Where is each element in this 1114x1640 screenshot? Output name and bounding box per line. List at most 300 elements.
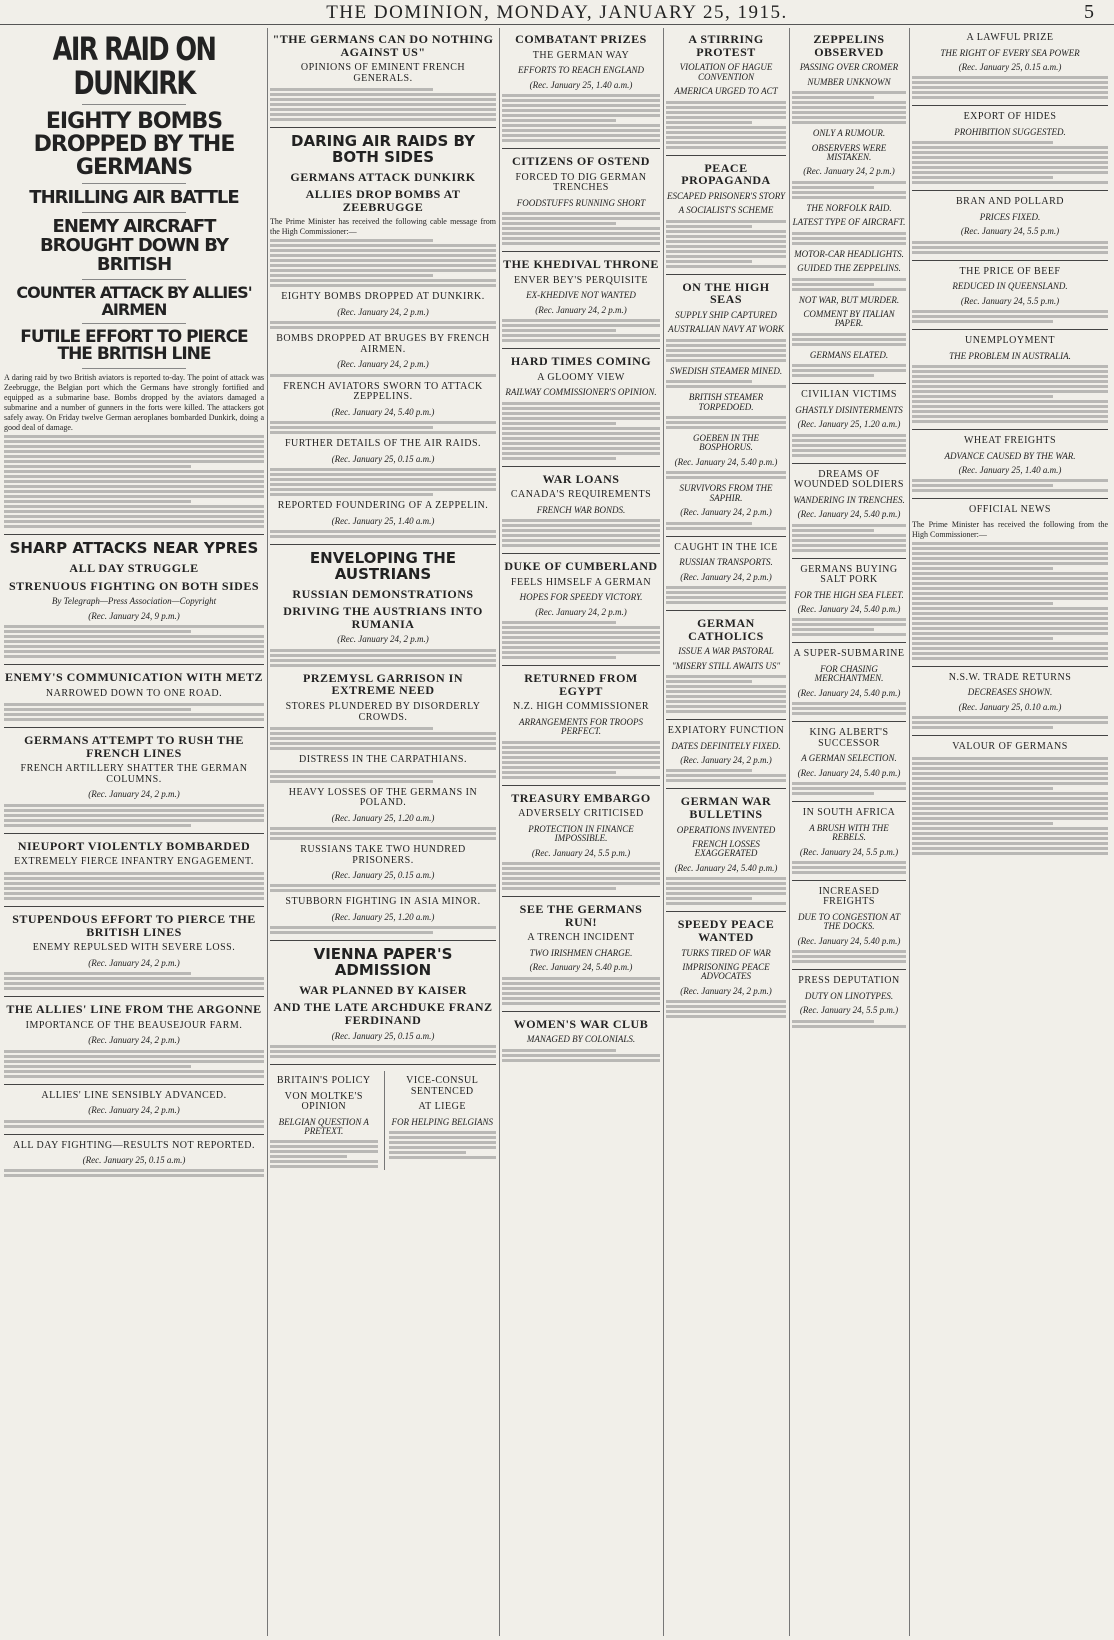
text-line: [666, 250, 786, 253]
text-line: [270, 1055, 496, 1058]
divider: [82, 212, 186, 213]
text-line: [912, 617, 1108, 620]
section-heading: EIGHTY BOMBS DROPPED AT DUNKIRK.: [281, 291, 485, 303]
divider: [792, 721, 906, 722]
headline-deck: FUTILE EFFORT TO PIERCE THE BRITISH LINE: [20, 326, 248, 365]
section-subheading: NARROWED DOWN TO ONE ROAD.: [45, 687, 223, 699]
text-line: [502, 124, 660, 127]
text-line: [502, 1002, 660, 1005]
section-heading: THE NORFOLK RAID.: [806, 202, 892, 213]
section-heading: NIEUPORT VIOLENTLY BOMBARDED: [17, 838, 251, 853]
text-line: [270, 421, 496, 424]
divider: [912, 666, 1108, 667]
article-text: The Prime Minister has received the following cable message from the High Commissioner:—: [270, 217, 496, 237]
divider: [912, 260, 1108, 261]
text-line: [270, 1045, 496, 1048]
section-subheading: "MISERY STILL AWAITS US": [671, 660, 781, 671]
text-line: [666, 146, 786, 149]
text-line: [666, 680, 752, 683]
text-line: [4, 703, 264, 706]
section-heading: ALL DAY FIGHTING—RESULTS NOT REPORTED.: [12, 1139, 256, 1151]
section-heading: THE PRICE OF BEEF: [959, 265, 1061, 277]
divider: [792, 463, 906, 464]
section-heading: THE KHEDIVAL THRONE: [503, 257, 659, 271]
text-line: [666, 116, 786, 119]
text-line: [912, 400, 1108, 403]
divider: [502, 348, 660, 349]
divider: [4, 534, 264, 535]
text-line: [912, 81, 1108, 84]
text-line: [502, 872, 660, 875]
divider: [4, 727, 264, 728]
text-line: [270, 374, 496, 377]
text-line: [666, 685, 786, 688]
text-line: [502, 776, 660, 779]
text-line: [666, 126, 786, 129]
text-line: [912, 151, 1108, 154]
text-line: [270, 664, 496, 667]
headline-deck: COUNTER ATTACK BY ALLIES' AIRMEN: [16, 283, 252, 319]
text-line: [666, 1015, 786, 1018]
text-line: [502, 982, 660, 985]
section-subheading: AT LIEGE: [418, 1101, 466, 1113]
section-heading: "THE GERMANS CAN DO NOTHING AGAINST US": [272, 32, 494, 59]
text-line: [389, 1146, 497, 1149]
section-subheading: FRENCH WAR BONDS.: [536, 504, 626, 515]
text-line: [912, 827, 1108, 830]
section-subheading: FOODSTUFFS RUNNING SHORT: [516, 197, 646, 208]
divider: [270, 1064, 496, 1065]
section-heading: DREAMS OF WOUNDED SOLDIERS: [794, 468, 904, 491]
text-line: [666, 779, 786, 782]
text-line: [502, 119, 616, 122]
text-line: [502, 867, 660, 870]
text-line: [666, 385, 786, 388]
section-heading: PRESS DEPUTATION: [798, 975, 900, 987]
dateline: (Rec. January 24, 5.5 p.m.): [799, 846, 899, 857]
text-line: [912, 181, 1108, 184]
section-subheading: FOR CHASING MERCHANTMEN.: [814, 663, 884, 684]
text-line: [912, 86, 1108, 89]
text-line: [792, 343, 906, 346]
text-line: [912, 716, 1108, 719]
text-line: [502, 114, 660, 117]
text-line: [666, 695, 786, 698]
text-line: [666, 230, 786, 233]
text-line: [912, 542, 1108, 545]
text-line: [792, 534, 906, 537]
text-line: [666, 380, 752, 383]
text-line: [792, 618, 906, 621]
section-heading: THE ALLIES' LINE FROM THE ARGONNE: [6, 1002, 262, 1017]
text-line: [502, 422, 616, 425]
text-line: [792, 623, 906, 626]
column-rule: [909, 28, 910, 1636]
section-heading: BRITISH STEAMER TORPEDOED.: [688, 392, 764, 412]
text-line: [666, 265, 786, 268]
text-line: [666, 220, 786, 223]
section-subheading: THE GERMAN WAY: [532, 49, 630, 61]
text-line: [502, 626, 660, 629]
text-line: [502, 631, 660, 634]
text-line: [792, 524, 906, 527]
text-line: [792, 792, 874, 795]
text-line: [502, 339, 660, 342]
section-heading: COMBATANT PRIZES: [515, 32, 647, 46]
text-line: [792, 191, 906, 194]
text-line: [912, 547, 1108, 550]
section-subheading: GHASTLY DISINTERMENTS: [795, 404, 903, 415]
text-line: [270, 1050, 496, 1053]
article-text: The Prime Minister has received the following from the High Commissioner:—: [912, 519, 1108, 539]
section-heading: HEAVY LOSSES OF THE GERMANS IN POLAND.: [288, 786, 478, 809]
section-subheading: ARRANGEMENTS FOR TROOPS PERFECT.: [519, 716, 643, 737]
text-line: [666, 596, 786, 599]
text-line: [912, 587, 1108, 590]
text-line: [502, 1049, 616, 1052]
masthead: [0, 0, 1114, 25]
text-line: [792, 111, 906, 114]
text-line: [502, 741, 660, 744]
text-line: [792, 444, 906, 447]
section-heading: UNEMPLOYMENT: [965, 335, 1055, 347]
text-line: [792, 96, 874, 99]
dateline: (Rec. January 24, 2 p.m.): [803, 166, 895, 177]
text-line: [502, 766, 660, 769]
section-heading: N.S.W. TRADE RETURNS: [948, 671, 1072, 683]
divider: [792, 558, 906, 559]
text-line: [666, 690, 786, 693]
text-line: [270, 827, 496, 830]
text-line: [792, 242, 906, 245]
section-heading: CIVILIAN VICTIMS: [801, 389, 897, 401]
divider: [666, 610, 786, 611]
text-line: [502, 544, 660, 547]
section-subheading: EFFORTS TO REACH ENGLAND: [517, 65, 645, 76]
text-line: [912, 762, 1108, 765]
text-line: [270, 326, 496, 329]
text-line: [666, 700, 786, 703]
section-subheading: THE RIGHT OF EVERY SEA POWER: [940, 47, 1080, 58]
dateline: (Rec. January 25, 1.40 a.m.): [529, 79, 633, 90]
text-line: [912, 91, 1108, 94]
text-line: [270, 269, 496, 272]
text-line: [912, 315, 1108, 318]
text-line: [666, 774, 786, 777]
text-line: [270, 239, 433, 242]
section-heading: WOMEN'S WAR CLUB: [513, 1016, 649, 1031]
section-heading: GOEBEN IN THE BOSPHORUS.: [693, 432, 759, 453]
text-line: [270, 1150, 378, 1153]
dateline: (Rec. January 24, 5.40 p.m.): [797, 509, 901, 520]
section-subheading: WAR PLANNED BY KAISER: [299, 982, 467, 997]
section-subheading: ADVANCE CAUSED BY THE WAR.: [944, 450, 1076, 461]
text-line: [912, 320, 1053, 323]
dateline: (Rec. January 24, 9 p.m.): [88, 610, 180, 621]
text-line: [270, 775, 496, 778]
text-line: [666, 877, 786, 880]
text-line: [792, 960, 906, 963]
dateline: (Rec. January 25, 0.15 a.m.): [331, 870, 435, 880]
section-subheading: A GERMAN SELECTION.: [801, 753, 897, 764]
text-line: [4, 465, 191, 468]
text-line: [792, 628, 874, 631]
section-heading: REPORTED FOUNDERING OF A ZEPPELIN.: [277, 500, 489, 512]
text-line: [792, 434, 906, 437]
text-line: [912, 787, 1053, 790]
text-line: [912, 146, 1108, 149]
section-subheading: PASSING OVER CROMER: [799, 62, 899, 73]
section-heading: ALLIES' LINE SENSIBLY ADVANCED.: [41, 1089, 227, 1101]
text-line: [666, 705, 786, 708]
text-line: [912, 375, 1108, 378]
section-heading: VIENNA PAPER'S ADMISSION: [313, 945, 453, 980]
divider: [4, 996, 264, 997]
section-subheading: A GLOOMY VIEW: [537, 371, 625, 383]
text-line: [792, 121, 906, 124]
text-line: [792, 101, 906, 104]
text-line: [270, 889, 496, 892]
text-line: [912, 171, 1108, 174]
text-line: [912, 479, 1108, 482]
text-line: [4, 982, 264, 985]
text-line: [270, 103, 496, 106]
text-line: [270, 837, 496, 840]
section-heading: ON THE HIGH SEAS: [682, 279, 770, 307]
text-line: [912, 380, 1108, 383]
text-line: [502, 621, 616, 624]
section-heading: A LAWFUL PRIZE: [966, 32, 1054, 43]
dateline: (Rec. January 24, 2 p.m.): [88, 1035, 180, 1046]
text-line: [502, 862, 660, 865]
text-line: [666, 601, 786, 604]
dateline: (Rec. January 25, 0.15 a.m.): [331, 1030, 435, 1041]
text-line: [270, 113, 496, 116]
section-subheading: FEELS HIMSELF A GERMAN: [510, 576, 652, 588]
text-line: [912, 76, 1108, 79]
text-line: [912, 241, 1108, 244]
text-line: [666, 141, 786, 144]
text-line: [502, 329, 616, 332]
text-line: [912, 777, 1108, 780]
section-subheading: FRENCH ARTILLERY SHATTER THE GERMAN COLUMNS.: [20, 763, 248, 785]
text-line: [270, 1165, 378, 1168]
section-subheading: DATES DEFINITELY FIXED.: [671, 740, 781, 751]
text-line: [666, 769, 752, 772]
text-line: [912, 622, 1108, 625]
text-line: [270, 1140, 378, 1143]
section-subheading: STRENUOUS FIGHTING ON BOTH SIDES: [8, 578, 260, 593]
text-line: [792, 529, 874, 532]
text-line: [502, 319, 660, 322]
divider: [792, 642, 906, 643]
dateline: (Rec. January 24, 2 p.m.): [337, 359, 429, 370]
section-heading: BRITAIN'S POLICY: [276, 1075, 371, 1087]
text-line: [4, 1125, 264, 1128]
text-line: [502, 646, 660, 649]
text-line: [270, 832, 496, 835]
text-line: [270, 274, 433, 277]
text-line: [4, 500, 191, 503]
text-line: [502, 334, 660, 337]
section-heading: VALOUR OF GERMANS: [952, 741, 1068, 753]
text-line: [502, 232, 660, 235]
dateline: (Rec. January 25, 0.15 a.m.): [82, 1155, 186, 1166]
text-line: [792, 866, 906, 869]
text-line: [792, 439, 906, 442]
text-line: [912, 577, 1108, 580]
dateline: (Rec. January 24, 2 p.m.): [535, 304, 627, 315]
text-line: [502, 519, 660, 522]
text-line: [502, 636, 660, 639]
section-heading: WAR LOANS: [542, 471, 620, 486]
section-subheading: FORCED TO DIG GERMAN TRENCHES: [515, 171, 647, 194]
divider: [270, 127, 496, 128]
section-heading: EXPIATORY FUNCTION: [667, 725, 785, 736]
text-line: [4, 640, 264, 643]
text-line: [502, 129, 660, 132]
text-line: [502, 442, 660, 445]
section-heading: RETURNED FROM EGYPT: [524, 671, 638, 698]
text-line: [270, 468, 496, 471]
section-heading: INCREASED FREIGHTS: [818, 885, 880, 908]
text-line: [4, 485, 264, 488]
text-line: [912, 141, 1053, 144]
text-line: [502, 977, 660, 980]
divider: [502, 896, 660, 897]
section-subheading: DUE TO CONGESTION AT THE DOCKS.: [797, 911, 901, 932]
text-line: [4, 887, 264, 890]
text-line: [912, 385, 1108, 388]
section-subheading: ALL DAY STRUGGLE: [69, 561, 199, 576]
text-line: [792, 369, 906, 372]
text-line: [912, 632, 1108, 635]
text-line: [502, 641, 660, 644]
section-heading: ENVELOPING THE AUSTRIANS: [309, 549, 457, 583]
text-line: [4, 490, 264, 493]
text-line: [502, 227, 660, 230]
text-line: [666, 349, 786, 352]
divider: [666, 274, 786, 275]
section-subheading: NUMBER UNKNOWN: [807, 76, 891, 87]
divider: [666, 788, 786, 789]
text-line: [912, 484, 1053, 487]
section-heading: SEE THE GERMANS RUN!: [519, 901, 643, 929]
divider: [792, 383, 906, 384]
text-line: [912, 792, 1108, 795]
dateline: (Rec. January 25, 1.20 a.m.): [331, 812, 435, 823]
divider: [82, 323, 186, 324]
text-line: [912, 567, 1053, 570]
column-rule: [267, 28, 268, 1636]
section-heading: PRZEMYSL GARRISON IN EXTREME NEED: [302, 670, 464, 698]
masthead-title: THE DOMINION, MONDAY, JANUARY 25, 1915.: [326, 2, 788, 23]
text-line: [4, 475, 264, 478]
text-line: [912, 807, 1108, 810]
byline: By Telegraph—Press Association—Copyright: [51, 596, 217, 607]
text-line: [912, 96, 1108, 99]
dateline: (Rec. January 24, 5.40 p.m.): [797, 935, 901, 946]
text-line: [666, 255, 786, 258]
text-line: [270, 926, 496, 929]
dateline: (Rec. January 24, 5.40 p.m.): [797, 767, 901, 778]
divider: [792, 969, 906, 970]
text-line: [792, 116, 906, 119]
section-heading: SPEEDY PEACE WANTED: [677, 917, 775, 944]
section-subheading: EX-KHEDIVE NOT WANTED: [526, 290, 636, 301]
text-line: [270, 279, 496, 282]
text-line: [912, 612, 1108, 615]
text-line: [4, 1065, 191, 1068]
divider: [666, 911, 786, 912]
text-line: [4, 440, 264, 443]
text-line: [792, 374, 874, 377]
text-line: [4, 650, 264, 653]
text-line: [792, 1025, 906, 1028]
text-line: [4, 470, 264, 473]
dateline: (Rec. January 24, 2 p.m.): [680, 571, 772, 582]
text-line: [4, 645, 264, 648]
section-heading: GERMAN WAR BULLETINS: [680, 794, 772, 821]
text-line: [792, 237, 906, 240]
divider: [502, 553, 660, 554]
text-line: [4, 819, 264, 822]
text-line: [270, 931, 433, 934]
text-line: [270, 742, 496, 745]
divider: [502, 148, 660, 149]
text-line: [912, 642, 1108, 645]
dateline: (Rec. January 24, 2 p.m.): [337, 306, 429, 317]
text-line: [666, 1005, 786, 1008]
text-line: [502, 746, 660, 749]
text-line: [502, 134, 660, 137]
section-subheading: DECREASES SHOWN.: [967, 687, 1053, 698]
text-line: [912, 842, 1108, 845]
section-heading: SWEDISH STEAMER MINED.: [669, 365, 783, 376]
text-line: [912, 552, 1108, 555]
headline-main: AIR RAID ON DUNKIRK: [52, 30, 216, 102]
section-heading: A STIRRING PROTEST: [688, 32, 764, 59]
text-line: [912, 767, 1108, 770]
text-line: [912, 562, 1108, 565]
text-line: [270, 1160, 378, 1163]
text-line: [912, 572, 1108, 575]
text-line: [502, 877, 660, 880]
text-line: [666, 111, 786, 114]
text-line: [270, 1145, 378, 1148]
text-line: [270, 654, 496, 657]
text-line: [4, 897, 264, 900]
text-line: [666, 235, 786, 238]
text-line: [912, 647, 1108, 650]
text-line: [4, 1169, 264, 1172]
section-subheading: PRICES FIXED.: [979, 211, 1041, 222]
text-line: [270, 93, 496, 96]
dateline: (Rec. January 25, 1.40 a.m.): [958, 464, 1062, 475]
divider: [502, 785, 660, 786]
text-line: [4, 708, 191, 711]
text-line: [666, 136, 786, 139]
text-line: [666, 354, 786, 357]
text-line: [666, 710, 786, 713]
text-line: [502, 656, 616, 659]
section-subheading: TURKS TIRED OF WAR: [681, 947, 771, 958]
text-line: [4, 1075, 264, 1078]
text-line: [270, 118, 496, 121]
text-line: [4, 1055, 264, 1058]
text-line: [912, 726, 1053, 729]
dateline: (Rec. January 24, 2 p.m.): [680, 985, 772, 996]
